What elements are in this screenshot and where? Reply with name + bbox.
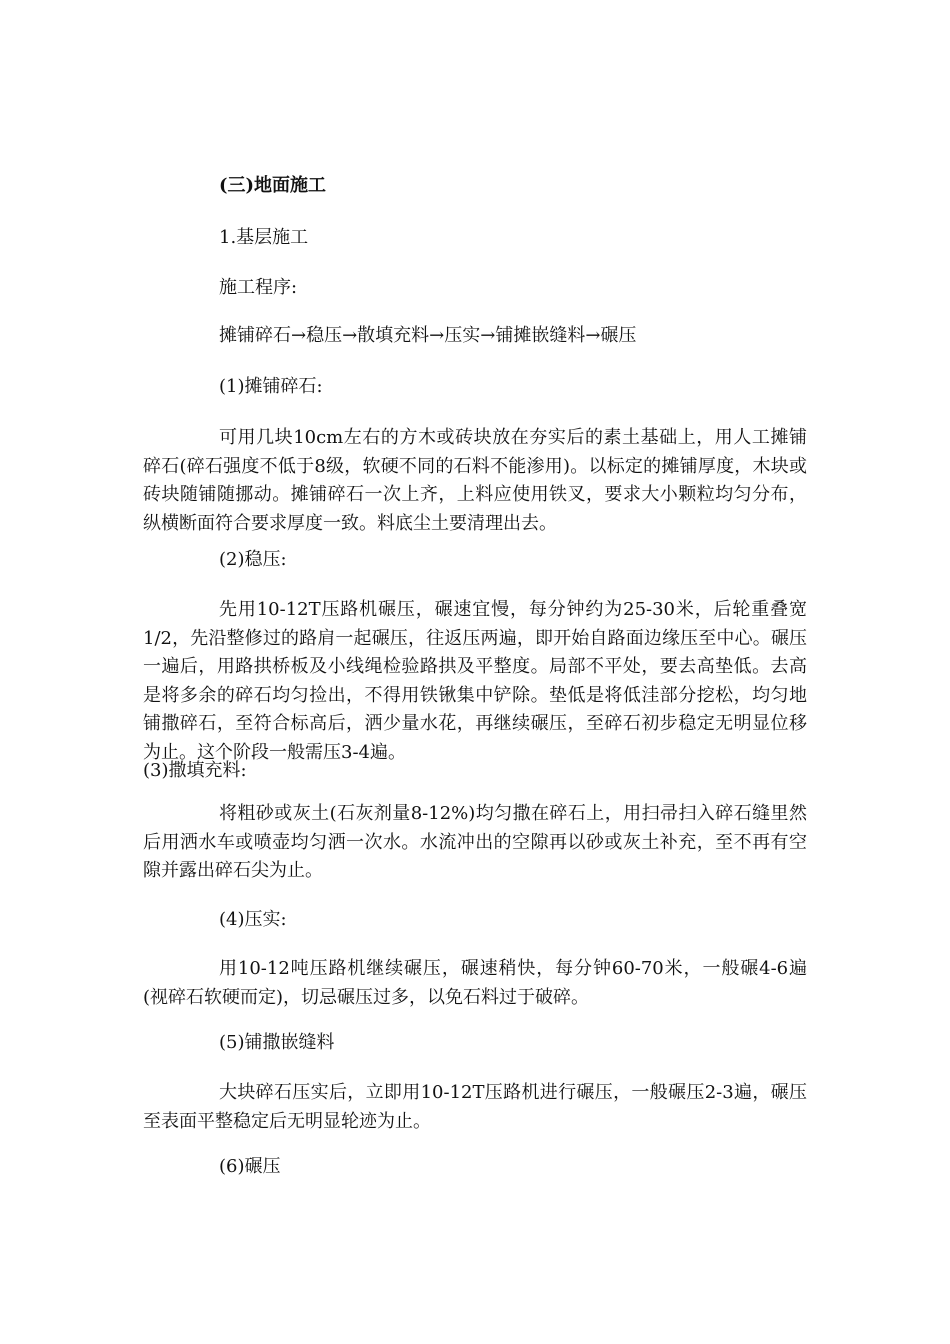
step-heading: (4)压实:: [219, 909, 287, 930]
step-body: 大块碎石压实后，立即用10-12T压路机进行碾压，一般碾压2-3遍，碾压至表面平整稳定后无明显轮迹为止。: [143, 1082, 807, 1132]
step-body: 用10-12吨压路机继续碾压，碾速稍快，每分钟60-70米，一般碾4-6遍(视碎石软硬而定)，切忌碾压过多，以免石料过于破碎。: [143, 958, 807, 1008]
step-heading: (5)铺撒嵌缝料: [219, 1032, 335, 1053]
step-body: 可用几块10cm左右的方木或砖块放在夯实后的素土基础上，用人工摊铺碎石(碎石强度不低于8级，软硬不同的石料不能渗用)。以标定的摊铺厚度，木块或砖块随铺随挪动。摊铺碎石一次上齐，上料应使用铁叉，要求大小颗粒均匀分布，纵横断面符合要求厚度一致。料底尘土要清理出去。: [143, 427, 807, 534]
section-title: (三)地面施工: [219, 175, 327, 196]
procedure-label: 施工程序:: [219, 277, 298, 298]
procedure-flow: 摊铺碎石→稳压→散填充料→压实→铺摊嵌缝料→碾压: [219, 325, 637, 346]
step-heading: (2)稳压:: [219, 549, 287, 570]
step-heading: (1)摊铺碎石:: [219, 376, 323, 397]
step-body: 先用10-12T压路机碾压，碾速宜慢，每分钟约为25-30米，后轮重叠宽1/2，先沿整修过的路肩一起碾压，往返压两遍，即开始自路面边缘压至中心。碾压一遍后，用路拱桥板及小线绳检验路拱及平整度。局部不平处，要去高垫低。去高是将多余的碎石均匀捡出，不得用铁锹集中铲除。垫低是将低洼部分挖松，均匀地铺撒碎石，至符合标高后，洒少量水花，再继续碾压，至碎石初步稳定无明显位移为止。这个阶段一般需压3-4遍。: [143, 599, 807, 763]
subsection-title: 1.基层施工: [219, 227, 309, 248]
step-body: 将粗砂或灰土(石灰剂量8-12%)均匀撒在碎石上，用扫帚扫入碎石缝里然后用洒水车或喷壶均匀洒一次水。水流冲出的空隙再以砂或灰土补充，至不再有空隙并露出碎石尖为止。: [143, 803, 807, 881]
step-heading: (3)撒填充料:: [143, 760, 247, 781]
step-heading: (6)碾压: [219, 1156, 281, 1177]
